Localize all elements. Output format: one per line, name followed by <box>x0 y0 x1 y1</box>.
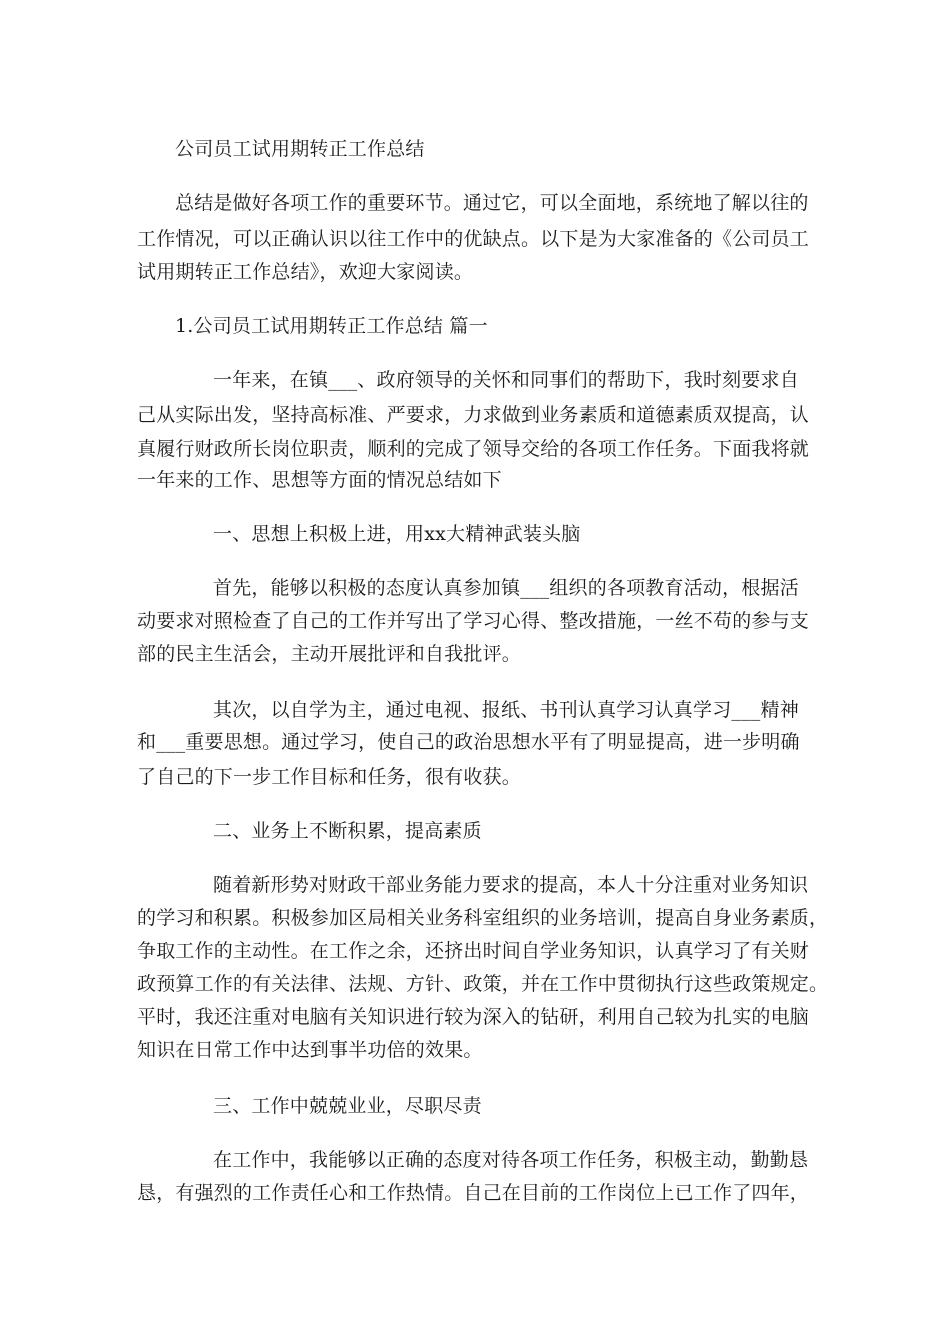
para4-line-4: 政预算工作的有关法律、法规、方针、政策，并在工作中贯彻执行这些政策规定。 <box>137 973 829 995</box>
heading-1: 一、思想上积极上进，用xx大精神武装头脑 <box>213 523 581 545</box>
para4-line-2: 的学习和积累。积极参加区局相关业务科室组织的业务培训，提高自身业务素质， <box>137 907 829 929</box>
para1-line-3: 真履行财政所长岗位职责，顺利的完成了领导交给的各项工作任务。下面我将就 <box>137 438 810 460</box>
para5-line-2: 恳，有强烈的工作责任心和工作热情。自己在目前的工作岗位上已工作了四年， <box>137 1182 810 1204</box>
para5-line-1: 在工作中，我能够以正确的态度对待各项工作任务，积极主动，勤勤恳 <box>213 1149 809 1171</box>
para3-line-3: 了自己的下一步工作目标和任务，很有收获。 <box>137 766 522 788</box>
para4-line-1: 随着新形势对财政干部业务能力要求的提高，本人十分注重对业务知识 <box>213 874 809 896</box>
para4-line-6: 知识在日常工作中达到事半功倍的效果。 <box>137 1039 483 1061</box>
para2-line-2: 动要求对照检查了自己的工作并写出了学习心得、整改措施，一丝不苟的参与支 <box>137 610 810 632</box>
para4-line-5: 平时，我还注重对电脑有关知识进行较为深入的钻研，利用自己较为扎实的电脑 <box>137 1006 810 1028</box>
section-title: 1.公司员工试用期转正工作总结 篇一 <box>175 315 488 337</box>
intro-line-2: 工作情况，可以正确认识以往工作中的优缺点。以下是为大家准备的《公司员工 <box>137 228 810 250</box>
heading-2: 二、业务上不断积累，提高素质 <box>213 820 482 842</box>
para3-line-1: 其次，以自学为主，通过电视、报纸、书刊认真学习认真学习___精神 <box>213 699 799 721</box>
para2-line-1: 首先，能够以积极的态度认真参加镇___组织的各项教育活动，根据活 <box>213 577 799 599</box>
para1-line-1: 一年来，在镇___、政府领导的关怀和同事们的帮助下，我时刻要求自 <box>213 369 799 391</box>
para4-line-3: 争取工作的主动性。在工作之余，还挤出时间自学业务知识，认真学习了有关财 <box>137 940 810 962</box>
para3-line-2: 和___重要思想。通过学习，使自己的政治思想水平有了明显提高，进一步明确 <box>137 731 800 753</box>
para1-line-2: 己从实际出发，坚持高标准、严要求，力求做到业务素质和道德素质双提高，认 <box>137 404 810 426</box>
para1-line-4: 一年来的工作、思想等方面的情况总结如下 <box>137 469 502 491</box>
document-title: 公司员工试用期转正工作总结 <box>175 138 425 160</box>
intro-line-1: 总结是做好各项工作的重要环节。通过它，可以全面地，系统地了解以往的 <box>175 192 809 214</box>
intro-line-3: 试用期转正工作总结》，欢迎大家阅读。 <box>137 261 474 283</box>
para2-line-3: 部的民主生活会，主动开展批评和自我批评。 <box>137 643 522 665</box>
heading-3: 三、工作中兢兢业业，尽职尽责 <box>213 1095 482 1117</box>
